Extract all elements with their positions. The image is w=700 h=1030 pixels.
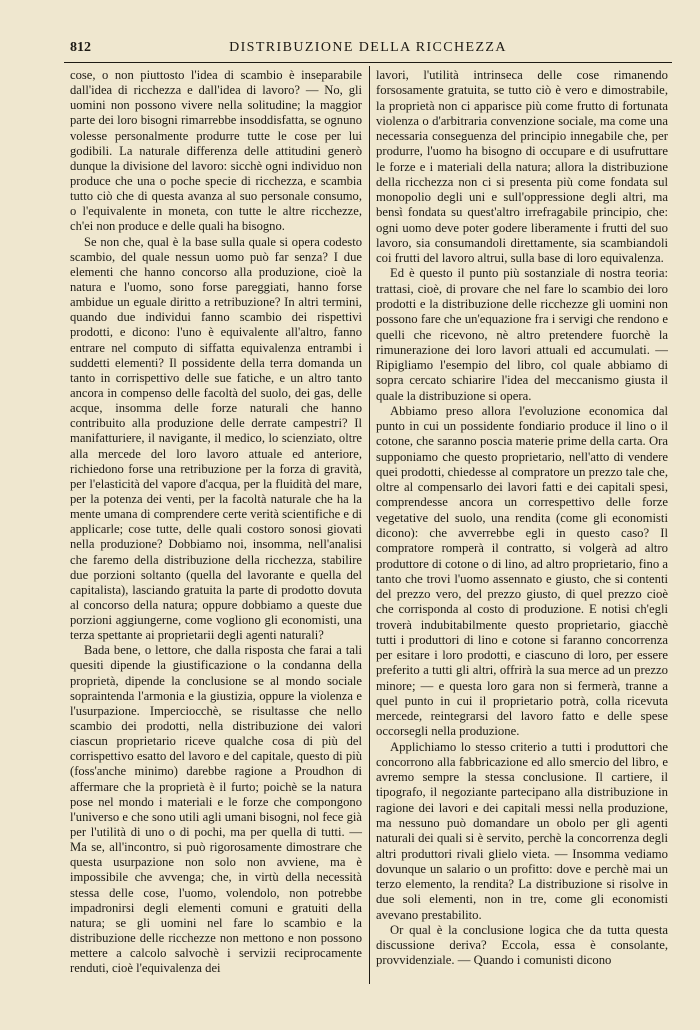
- page-number: 812: [70, 40, 91, 55]
- right-column: [376, 68, 668, 969]
- paragraph: cose, o non piuttosto l'idea di scambio è inseparabile dall'idea di ricchezza e dall'idea di lavoro? — No, gli uomini non possono vivere nella solitudine; la maggior parte dei loro bisogni rimarrebbe insoddisfatta, se ognuno volesse personalmente produrre tutte le cose per lui godibili. La naturale differenza delle attitudini generò dunque la divisione del lavoro: sicchè ogni individuo non produce che una o poche specie di ricchezza, e scambia tutto ciò che di questa avanza al suo personale consumo, o l'equivalente in moneta, con tutte le altre ricchezze, ch'ei non produce e delle quali ha bisogno.: [70, 68, 362, 234]
- paragraph: Se non che, qual è la base sulla quale si opera codesto scambio, del quale nessun uomo può far senza? I due elementi che hanno concorso alla produzione, cioè la natura e l'uomo, sono forse pareggiati, hanno forse ambidue un eguale diritto a retribuzione? In altri termini, quando due individui fanno scambio dei rispettivi prodotti, e dicono: l'uno è equivalente all'altro, fanno entrare nel computo di siffatta equivalenza entrambi i suddetti elementi? Il possidente della terra domanda un tanto in corrispettivo delle sue fatiche, e un altro tanto ancora in compenso delle facoltà del suolo, dei gas, delle acque, insomma delle forze naturali che hanno contribuito alla produzione delle derrate campestri? Il manifatturiere, il navigante, il medico, lo scienziato, oltre alla mercede del loro lavoro attuale ed anteriore, richiedono forse una retribuzione per la forza di gravità, per l'elasticità del vapore d'acqua, per la fluidità del mare, per la potenza dei venti, per la facoltà naturale che ha la mente umana di comprendere certe verità scientifiche e di applicarle; cose tutte, delle quali costoro sonosi giovati nella produzione? Dobbiamo noi, insomma, nell'analisi che faremo della distribuzione della ricchezza, stabilire due porzioni soltanto (quella del lavorante e quella del capitalista), lasciando gratuita la parte di prodotto dovuta al concorso della natura; oppure dobbiamo a queste due porzioni aggiungerne, come vogliono gli economisti, una terza spettante ai proprietarii degli agenti naturali?: [70, 234, 362, 643]
- paragraph: Applichiamo lo stesso criterio a tutti i produttori che concorrono alla fabbricazione ed allo smercio del libro, e avremo sempre la stessa conclusione. Il cartiere, il tipografo, il negoziante partecipano alla distribuzione in ragione dei lavori e dei capitali messi nella produzione, ma nessuno può domandare un obolo per gli agenti naturali dei quali si è servito, perchè la concorrenza degli altri produttori rivali glielo vieta. — Insomma vediamo dovunque un salario o un profitto: dove e perchè mai un terzo elemento, la rendita? La distribuzione si risolve in due soli elementi, non in tre, come gli economisti avevano prestabilito.: [376, 739, 668, 922]
- header-rule: [64, 62, 672, 63]
- running-title: DISTRIBUZIONE DELLA RICCHEZZA: [229, 40, 507, 55]
- paragraph: lavori, l'utilità intrinseca delle cose rimanendo forsosamente gratuita, se tutto ciò è vero e dimostrabile, la proprietà non ci apparisce più come frutto di fortunata violenza o d'arbitraria convenzione sociale, ma come una necessaria conseguenza del principio innegabile che, per produrre, l'uomo ha bisogno di occupare e di usufruttare le forze e i materiali della natura; allora la distribuzione della ricchezza non ci si presenta più come fondata sul monopolio degli uni e sull'oppressione degli altri, ma bensì fondata su quest'altro irrefragabile principio, che: ogni uomo deve poter godere liberamente i frutti del suo lavoro, sia consumandoli direttamente, sia scambiandoli coi frutti del lavoro altrui, sulla base di loro equivalenza.: [376, 68, 668, 266]
- paragraph: Or qual è la conclusione logica che da tutta questa discussione deriva? Eccola, essa è consolante, provvidenziale. — Quando i comunisti dicono: [376, 922, 668, 968]
- paragraph: Abbiamo preso allora l'evoluzione economica dal punto in cui un possidente fondiario produce il lino o il cotone, che saranno poscia materie prime della carta. Ora supponiamo che questo proprietario, nell'atto di vendere quei prodotti, chiedesse al compratore un prezzo tale che, oltre al compensarlo dei lavori fatti e dei capitali spesi, comprendesse ancora un correspettivo delle forze vegetative del suolo, una rendita (come gli economisti dicono): che avverrebbe egli in questo caso? Il compratore romperà il contratto, si volgerà ad altro produttore di cotone o di lino, ad altro proprietario, fino a tanto che trovi l'uomo assennato e giusto, che si contenti del prezzo vero, del prezzo giusto, di quel prezzo cioè che corrisponda al costo di produzione. E notisi ch'egli troverà indubitabilmente questo proprietario, giacchè tutti i produttori di lino e cotone si faranno concorrenza per esitare i loro prodotti, e ciascuno di loro, per essere preferito a tutti gli altri, offrirà la sua merce ad un prezzo minore; — e questa loro gara non si fermerà, tranne a quel punto in cui il proprietario potrà, colla ricevuta mercede, reintegrarsi del lavoro fatto e delle spese occorsegli nella produzione.: [376, 403, 668, 739]
- paragraph: Ed è questo il punto più sostanziale di nostra teoria: trattasi, cioè, di provare che nel fare lo scambio dei loro prodotti e la distribuzione delle ricchezze gli uomini non possono fare che un'equazione fra i servigi che rendono e quelli che ricevono, nè altro pretendere fuorchè la rimunerazione dei loro lavori attuali ed accumulati. — Ripigliamo l'esempio del libro, col quale abbiamo di sopra cercato schiarire l'idea del meccanismo giusta il quale la distribuzione si opera.: [376, 266, 668, 403]
- page-header: [64, 40, 672, 62]
- paragraph: Bada bene, o lettore, che dalla risposta che farai a tali quesiti dipende la giustificazione o la condanna della proprietà, dipende la conclusione se al mondo sociale sopraintenda l'armonia e la giustizia, oppure la violenza e l'usurpazione. Imperciocchè, se risultasse che nello scambio dei prodotti, nella distribuzione dei valori ciascun proprietario riceve qualche cosa di più del corrispettivo esatto del lavoro e del capitale, questo di più (foss'anche minimo) darebbe ragione a Proudhon di affermare che la proprietà è il furto; poichè se la natura pose nel mondo i materiali e le forze che compongono l'universo e che sono utili agli umani bisogni, nol fece già per l'utilità di uno o di pochi, ma per quella di tutti. — Ma se, all'incontro, si può rigorosamente dimostrare che questa usurpazione non solo non avviene, ma è impossibile che avvenga; che, in virtù della necessità stessa delle cose, l'uomo, volendolo, non potrebbe impadronirsi degli elementi comuni e gratuiti della natura; se gli uomini nel fare lo scambio e la distribuzione delle ricchezze non mettono e non possono mettere a calcolo salvochè i servizii reciprocamente renduti, cioè l'equivalenza dei: [70, 643, 362, 976]
- column-divider: [369, 66, 370, 984]
- left-column: [70, 68, 362, 976]
